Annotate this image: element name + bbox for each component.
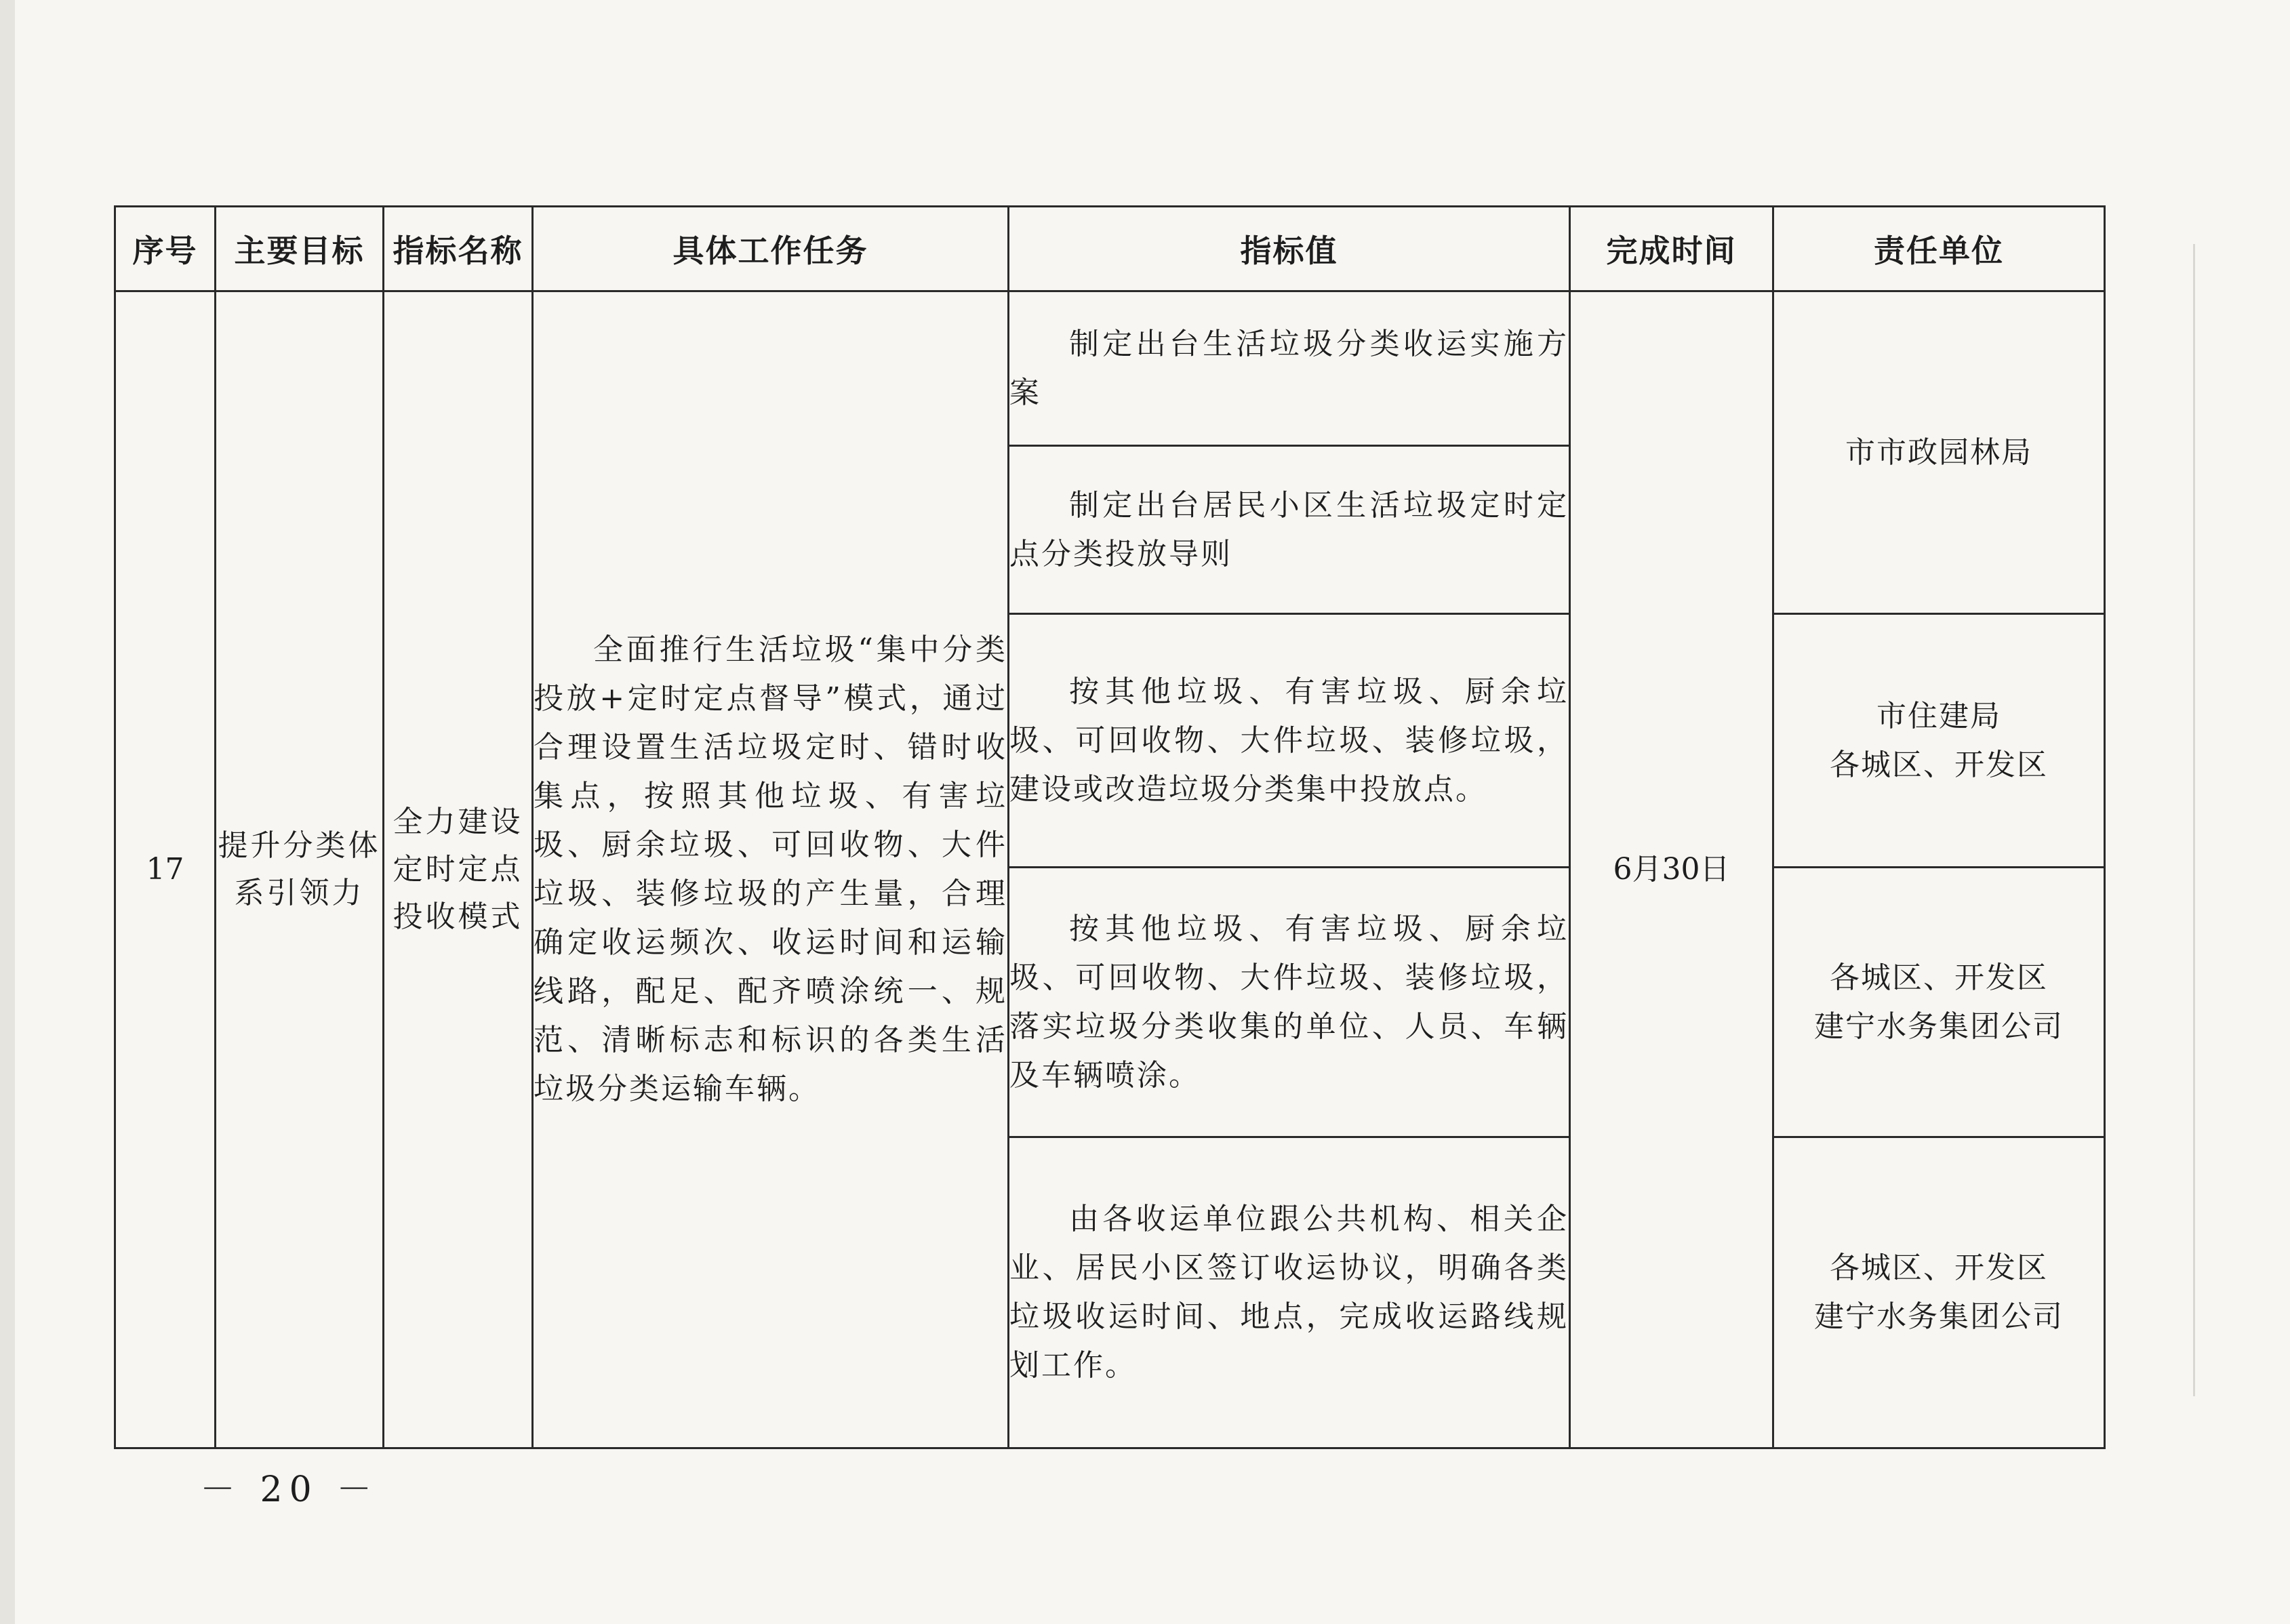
header-deadline: 完成时间 [1570, 207, 1773, 291]
table-row [115, 291, 2105, 446]
indicator-value-cell-2 [1009, 446, 1570, 614]
indicator-value-cell-5 [1009, 1137, 1570, 1448]
responsible-4-line-1: 各城区、开发区 [1830, 1251, 2048, 1285]
responsible-2-line-2: 各城区、开发区 [1830, 747, 2048, 782]
page-edge-shadow [0, 0, 15, 1624]
tasks-text: 全面推行生活垃圾“集中分类投放+定时定点督导”模式，通过合理设置生活垃圾定时、错时收集点，按照其他垃圾、有害垃圾、厨余垃圾、可回收物、大件垃圾、装修垃圾的产生量，合理确定收运频次、收运时间和运输线路，配足、配齐喷涂统一、规范、清晰标志和标识的各类生活垃圾分类运输车辆。 [534, 632, 1007, 1106]
indicator-value-cell-1 [1009, 291, 1570, 446]
indicator-value-text-3: 按其他垃圾、有害垃圾、厨余垃圾、可回收物、大件垃圾、装修垃圾，建设或改造垃圾分类集中投放点。 [1009, 674, 1569, 807]
page-number: － 20 － [200, 1469, 379, 1510]
indicator-name-cell: 全力建设定时定点投收模式 [384, 291, 533, 1448]
header-seq: 序号 [115, 207, 216, 291]
header-indicator-name: 指标名称 [384, 207, 533, 291]
header-goal: 主要目标 [216, 207, 384, 291]
indicator-value-text-4: 按其他垃圾、有害垃圾、厨余垃圾、可回收物、大件垃圾、装修垃圾，落实垃圾分类收集的单位、人员、车辆及车辆喷涂。 [1009, 911, 1569, 1093]
task-table [114, 205, 2106, 1449]
seq-cell: 17 [115, 291, 216, 1448]
responsible-cell-4 [1773, 1137, 2105, 1448]
table-header-row [115, 207, 2105, 291]
responsible-cell-3 [1773, 868, 2105, 1137]
responsible-2-line-1: 市住建局 [1876, 698, 2001, 733]
indicator-value-cell-3 [1009, 614, 1570, 868]
header-responsible: 责任单位 [1773, 207, 2105, 291]
indicator-value-cell-4 [1009, 868, 1570, 1137]
responsible-4-line-2: 建宁水务集团公司 [1814, 1299, 2064, 1334]
header-indicator-value: 指标值 [1009, 207, 1570, 291]
tasks-cell [533, 291, 1009, 1448]
goal-cell: 提升分类体系引领力 [216, 291, 384, 1448]
indicator-value-text-1: 制定出台生活垃圾分类收运实施方案 [1009, 326, 1569, 410]
responsible-1-line-1: 市市政园林局 [1845, 434, 2032, 470]
header-tasks: 具体工作任务 [533, 207, 1009, 291]
responsible-cell-2 [1773, 614, 2105, 868]
indicator-value-text-5: 由各收运单位跟公共机构、相关企业、居民小区签订收运协议，明确各类垃圾收运时间、地点，完成收运路线规划工作。 [1009, 1202, 1569, 1383]
indicator-value-text-2: 制定出台居民小区生活垃圾定时定点分类投放导则 [1009, 487, 1569, 571]
responsible-3-line-2: 建宁水务集团公司 [1814, 1009, 2064, 1044]
bleed-through-line [2193, 244, 2195, 1396]
responsible-cell-1 [1773, 291, 2105, 614]
responsible-3-line-1: 各城区、开发区 [1830, 960, 2048, 995]
deadline-cell: 6月30日 [1570, 291, 1773, 1448]
